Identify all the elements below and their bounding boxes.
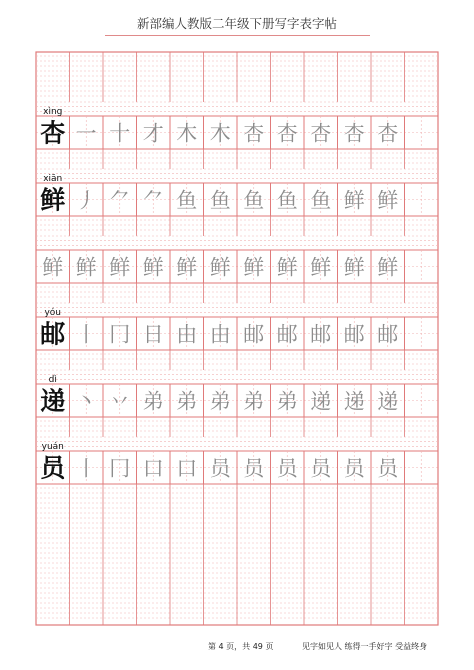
stroke-order-character: 鲜	[343, 188, 365, 213]
stroke-order-character: 鲜	[209, 255, 231, 280]
stroke-order-character: 丷	[109, 389, 131, 414]
stroke-order-character: 日	[142, 322, 164, 347]
stroke-order-character: 杏	[343, 121, 365, 146]
stroke-order-character: 冂	[109, 456, 131, 481]
stroke-order-character: 鲜	[42, 255, 64, 280]
stroke-order-character: 鲜	[310, 255, 332, 280]
stroke-order-character: 员	[377, 456, 399, 481]
stroke-order-character: 弟	[243, 389, 265, 414]
pinyin-label: xiān	[43, 174, 63, 184]
stroke-order-character: 递	[310, 389, 332, 414]
stroke-order-character: 口	[176, 456, 198, 481]
footer-motto: 见字如见人 练得一手好字 受益终身	[302, 642, 428, 651]
stroke-order-character: 十	[109, 121, 131, 146]
stroke-order-character: 才	[142, 121, 164, 146]
stroke-order-character: 杏	[310, 121, 332, 146]
stroke-order-character: 由	[209, 322, 231, 347]
stroke-order-character: 员	[276, 456, 298, 481]
stroke-order-character: 鱼	[243, 188, 265, 213]
main-character: 鲜	[40, 185, 66, 215]
stroke-order-character: 口	[142, 456, 164, 481]
stroke-order-character: 递	[377, 389, 399, 414]
stroke-order-character: 鲜	[109, 255, 131, 280]
stroke-order-character: 鲜	[276, 255, 298, 280]
stroke-order-character: 邮	[276, 322, 298, 347]
stroke-order-character: 员	[243, 456, 265, 481]
stroke-order-character: 由	[176, 322, 198, 347]
stroke-order-character: 员	[343, 456, 365, 481]
page-title: 新部编人教版二年级下册写字表字帖	[136, 16, 337, 31]
stroke-order-character: 杏	[276, 121, 298, 146]
stroke-order-character: 丿	[75, 188, 97, 213]
stroke-order-character: 员	[209, 456, 231, 481]
stroke-order-character: 邮	[343, 322, 365, 347]
stroke-order-character: 鲜	[343, 255, 365, 280]
stroke-order-character: 鱼	[276, 188, 298, 213]
stroke-order-character: 鲜	[243, 255, 265, 280]
stroke-order-character: 弟	[209, 389, 231, 414]
pinyin-label: dì	[48, 375, 57, 385]
stroke-order-character: 弟	[142, 389, 164, 414]
stroke-order-character: 丨	[75, 456, 97, 481]
stroke-order-character: 鱼	[209, 188, 231, 213]
page-number: 第 4 页，共 49 页	[208, 642, 274, 651]
stroke-order-character: 员	[310, 456, 332, 481]
pinyin-label: yuán	[41, 442, 64, 452]
stroke-order-character: 鲜	[176, 255, 198, 280]
stroke-order-character: 鲜	[142, 255, 164, 280]
stroke-order-character: ⺈	[142, 188, 164, 213]
stroke-order-character: 一	[75, 121, 97, 146]
stroke-order-character: 杏	[377, 121, 399, 146]
stroke-order-character: 邮	[310, 322, 332, 347]
stroke-order-character: ⺈	[109, 188, 131, 213]
stroke-order-character: 递	[343, 389, 365, 414]
stroke-order-character: 冂	[109, 322, 131, 347]
main-character: 递	[40, 386, 66, 416]
stroke-order-character: 木	[176, 121, 198, 146]
stroke-order-character: 鲜	[377, 188, 399, 213]
stroke-order-character: 弟	[176, 389, 198, 414]
stroke-order-character: 杏	[243, 121, 265, 146]
stroke-order-character: 鱼	[176, 188, 198, 213]
stroke-order-character: 邮	[243, 322, 265, 347]
stroke-order-character: 丶	[75, 389, 97, 414]
stroke-order-character: 木	[209, 121, 231, 146]
main-character: 员	[40, 453, 66, 483]
stroke-order-character: 鱼	[310, 188, 332, 213]
stroke-order-character: 丨	[75, 322, 97, 347]
pinyin-label: xìng	[43, 107, 63, 117]
pinyin-label: yóu	[44, 308, 62, 318]
stroke-order-character: 鲜	[75, 255, 97, 280]
main-character: 杏	[40, 118, 66, 148]
stroke-order-character: 鲜	[377, 255, 399, 280]
stroke-order-character: 邮	[377, 322, 399, 347]
stroke-order-character: 弟	[276, 389, 298, 414]
main-character: 邮	[40, 319, 66, 349]
